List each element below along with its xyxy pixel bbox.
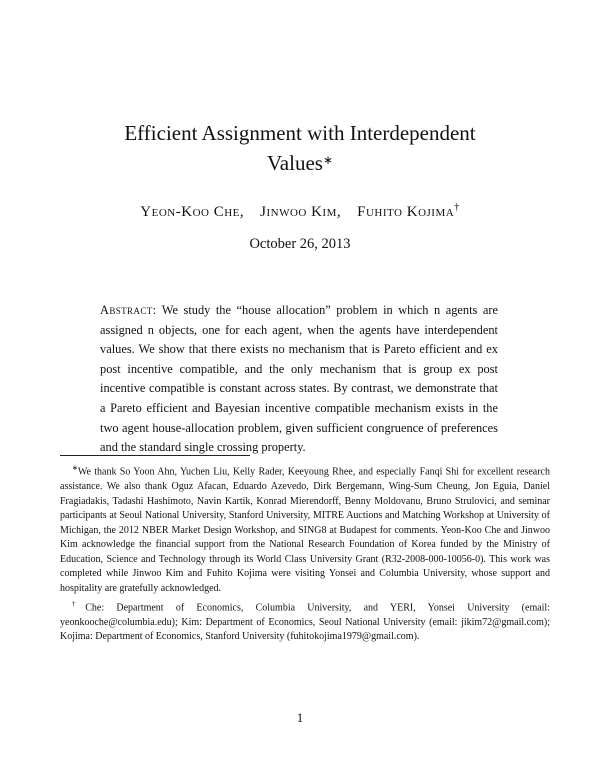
author-kojima: Fuhito Kojima <box>357 204 455 220</box>
footnote-affiliations <box>60 597 550 645</box>
title-line-1: Efficient Assignment with Interdependent <box>124 121 476 145</box>
footnote-text-2: Che: Department of Economics, Columbia University, and YERI, Yonsei University (email: yeonkooche@columbia.edu); Kim: Department of Economics, Seoul National University (email: jikim72@gmail.com); Kojima: Department of Economics, Stanford University (fuhitokojima1979@gmail.com). <box>60 602 550 643</box>
abstract-text: We study the “house allocation” problem in which n agents are assigned n objects, one for each agent, when the agents have interdependent values. We show that there exists no mechanism that is Pareto efficient and ex post incentive compatible, and the only mechanism that is group ex post incentive compatible is constant across states. By contrast, we demonstrate that a Pareto efficient and Bayesian incentive compatible mechanism exists in the two agent house-allocation problem, given sufficient congruence of preferences and the standard single crossing property. <box>100 303 499 455</box>
title-line-2 <box>60 148 540 178</box>
footnote-text-1: We thank So Yoon Ahn, Yuchen Liu, Kelly Rader, Keeyoung Rhee, and especially Fanqi Shi for excellent research assistance. We also thank Oguz Afacan, Eduardo Azevedo, Dirk Bergemann, Wing-Sum Cheung, Jon Eguia, Daniel Fragiadakis, Tadashi Hashimoto, Navin Kartik, Konrad Mierendorff, Benny Moldovanu, Bruno Strulovici, and seminar participants at Seoul National University, Stanford University, MITRE Auctions and Matching Workshop at University of Michigan, the 2012 NBER Market Design Workshop, and SING8 at Budapest for comments. Yeon-Koo Che and Jinwoo Kim acknowledge the financial support from the National Research Foundation of Korea funded by the Ministry of Education, Science and Technology through its World Class University Grant (R32-2008-000-10056-0). This work was completed while Jinwoo Kim and Fuhito Kojima were visiting Yonsei and Columbia University, whose support and hospitality are gratefully acknowledged. <box>60 466 550 595</box>
footnote-mark-2: † <box>72 599 86 608</box>
footnote-acknowledgments <box>60 461 550 597</box>
abstract <box>100 301 498 458</box>
paper-date: October 26, 2013 <box>249 236 351 252</box>
paper-title <box>60 118 540 178</box>
author-footnote-mark: † <box>454 202 460 213</box>
abstract-label: Abstract: <box>100 303 157 317</box>
title-footnote-mark: ∗ <box>322 153 334 167</box>
footnote-rule <box>60 455 250 456</box>
title-line-2-text: Values <box>266 151 323 175</box>
footnote-mark-1: ∗ <box>72 464 78 472</box>
author-kim: Jinwoo Kim, <box>260 204 342 220</box>
footnotes <box>60 455 550 645</box>
page-number: 1 <box>296 710 304 725</box>
author-list <box>60 202 540 221</box>
author-che: Yeon-Koo Che, <box>140 204 245 220</box>
